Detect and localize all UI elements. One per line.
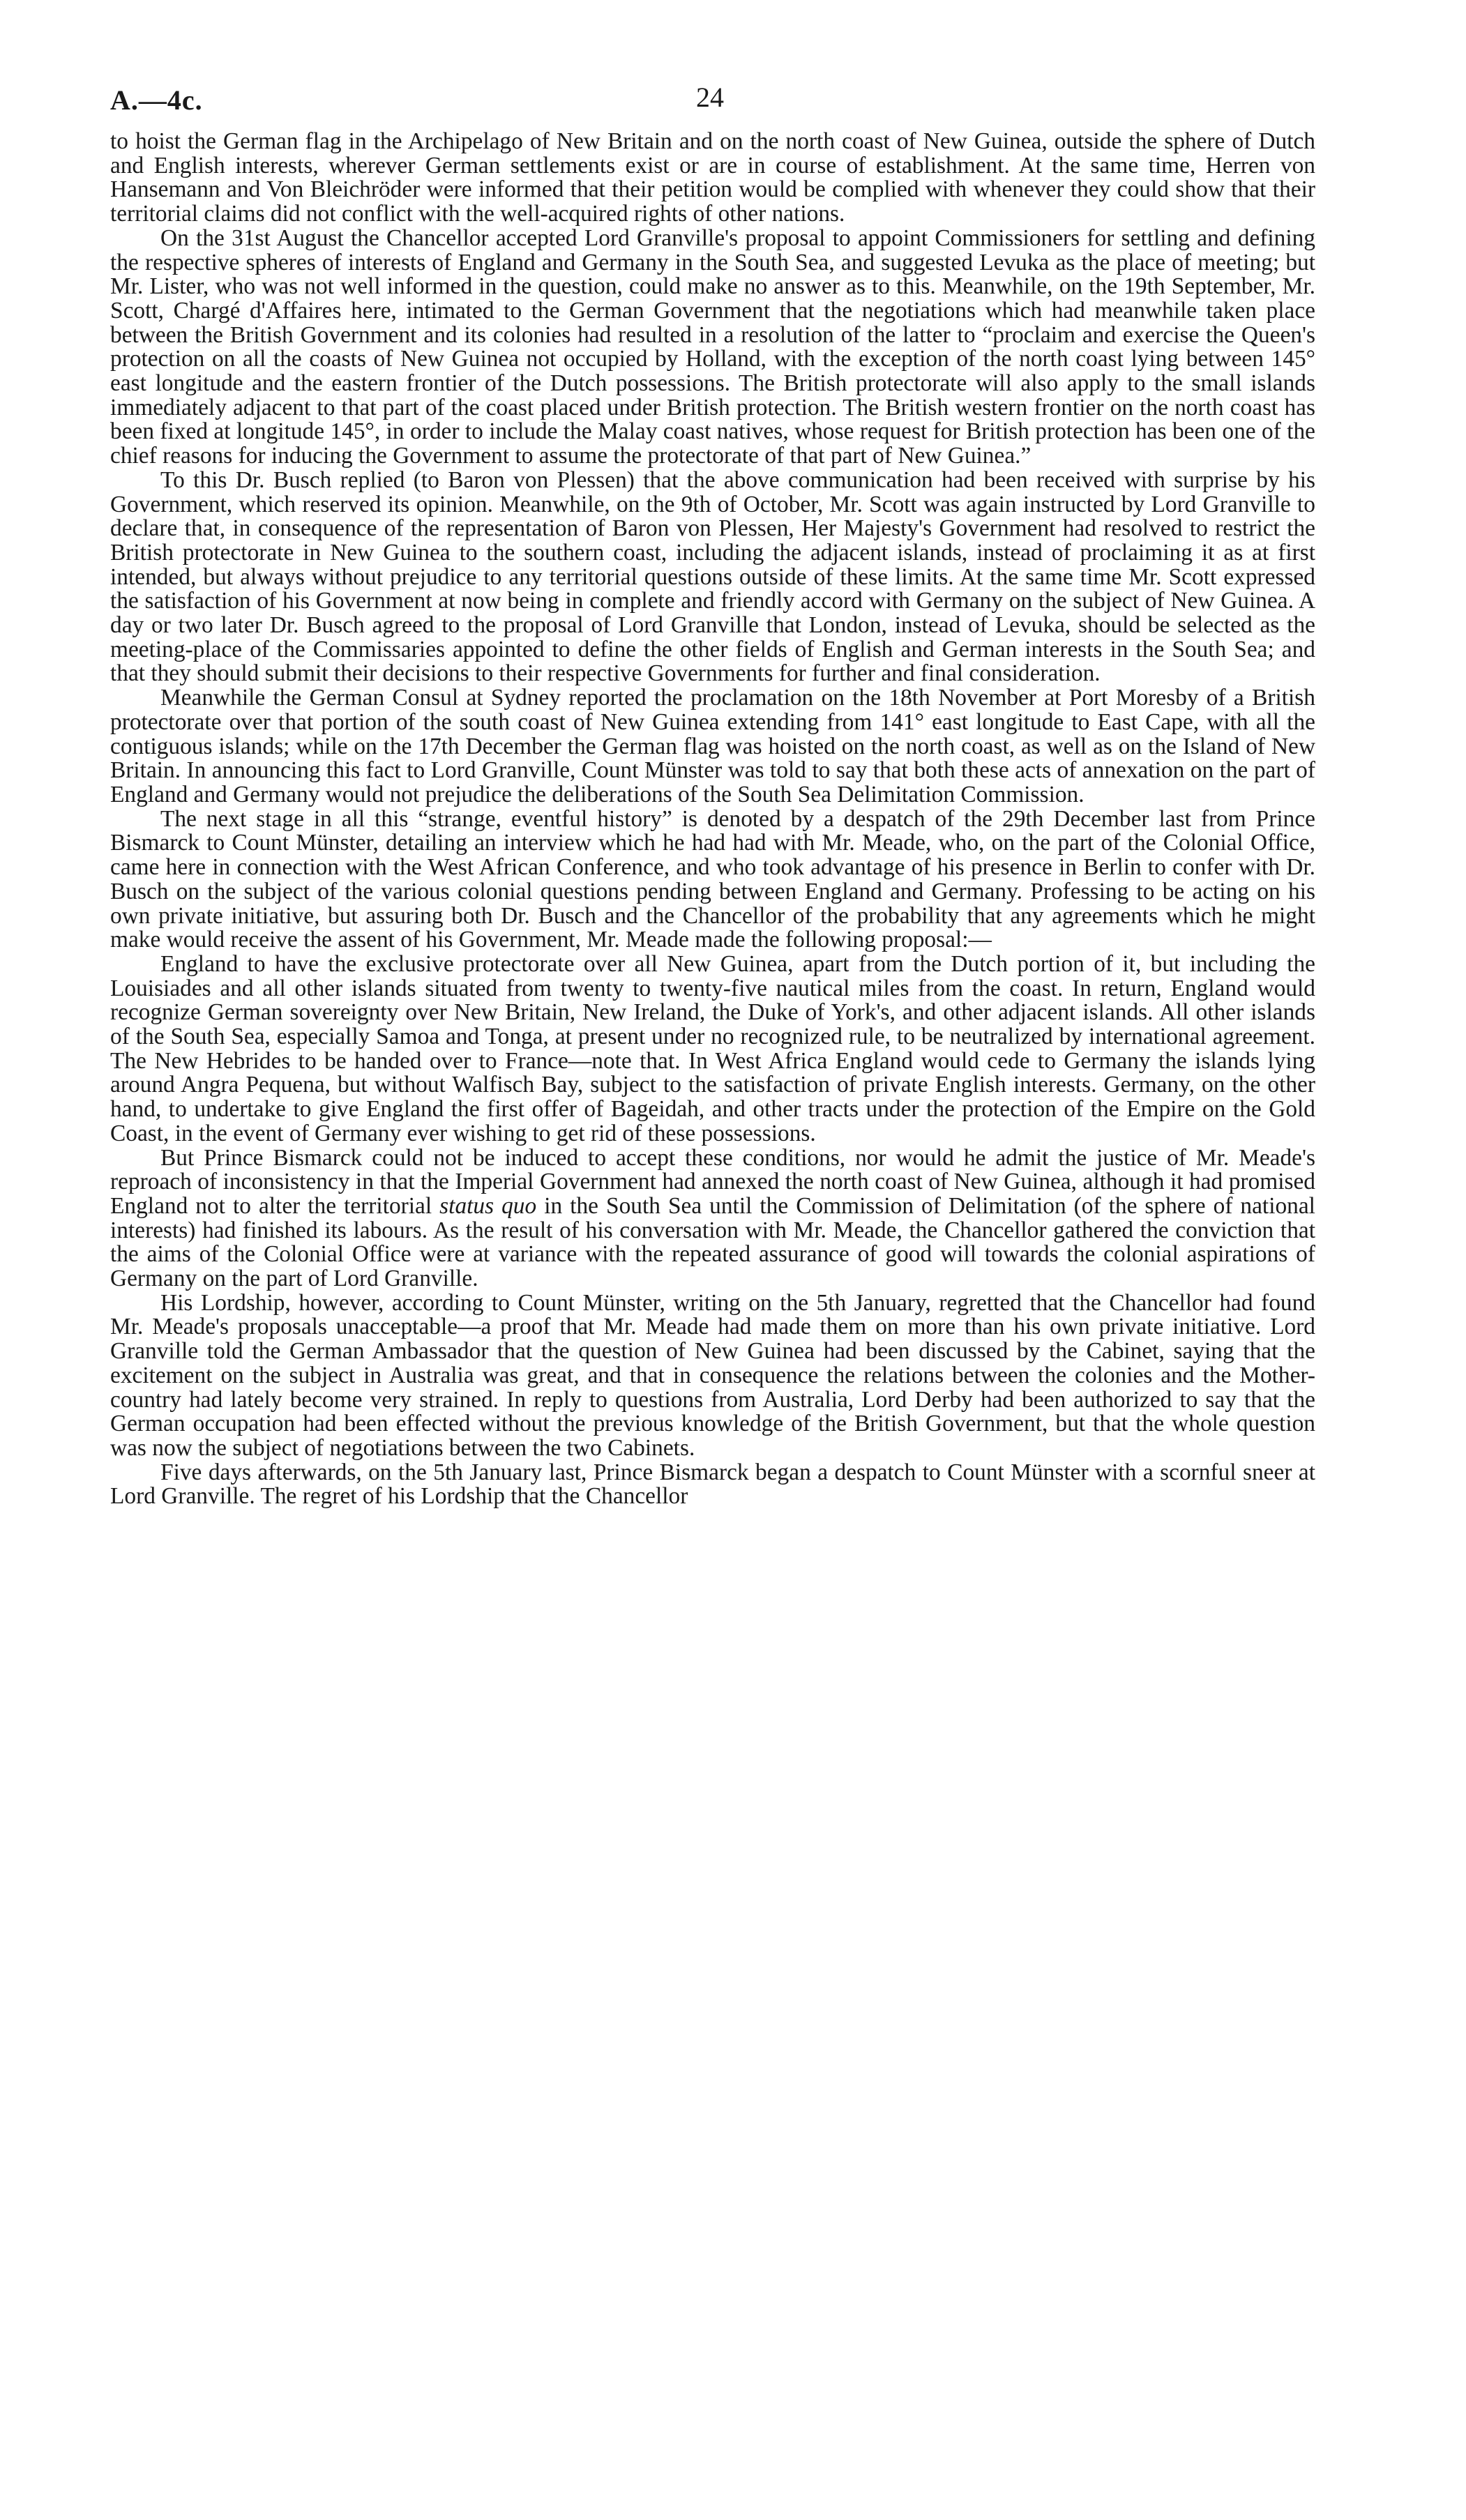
document-page: [110, 70, 1315, 1509]
paragraph: The next stage in all this “strange, eventful history” is denoted by a despatch of the 29th December last from Prince Bismarck to Count Münster, detailing an interview which he had had with Mr. Meade, who, on the part of the Colonial Office, came here in connection with the West African Conference, and who took advantage of his presence in Berlin to confer with Dr. Busch on the subject of the various colonial questions pending between England and Germany. Professing to be acting on his own private initiative, but assuring both Dr. Busch and the Chancellor of the probability that any agreements which he might make would receive the assent of his Government, Mr. Meade made the following proposal:—: [110, 805, 1315, 953]
page-header: [110, 70, 1315, 126]
paragraph: Meanwhile the German Consul at Sydney reported the proclamation on the 18th November at Port Moresby of a British protectorate over that portion of the south coast of New Guinea extending from 141° east longitude to East Cape, with all the contiguous islands; while on the 17th December the German flag was hoisted on the north coast, as well as on the Island of New Britain. In announcing this fact to Lord Granville, Count Münster was told to say that both these acts of annexation on the part of England and Germany would not prejudice the deliberations of the South Sea Delimitation Commission.: [110, 685, 1315, 807]
paragraph-text: But Prince Bismarck could not be induced to accept these conditions, nor would he admit the justice of Mr. Meade's reproach of inconsistency in that the Imperial Government had annexed the north coast of New Guinea, although it had promised England not to alter the territorial: [110, 1144, 1315, 1219]
document-body: [110, 130, 1315, 1509]
paragraph: Five days afterwards, on the 5th January last, Prince Bismarck began a despatch to Count Münster with a scornful sneer at Lord Granville. The regret of his Lordship that the Chancellor: [110, 1459, 1315, 1510]
paragraph: His Lordship, however, according to Count Münster, writing on the 5th January, regretted that the Chancellor had found Mr. Meade's proposals unacceptable—a proof that Mr. Meade had made them on more than his own private initiative. Lord Granville told the German Ambassador that the question of New Guinea had been discussed by the Cabinet, saying that the excitement on the subject in Australia was great, and that in consequence the relations between the colonies and the Mother-country had lately become very strained. In reply to questions from Australia, Lord Derby had been authorized to say that the German occupation had been effected without the previous knowledge of the British Government, but that the whole question was now the subject of negotiations between the two Cabinets.: [110, 1289, 1315, 1461]
paragraph: On the 31st August the Chancellor accepted Lord Granville's proposal to appoint Commissioners for settling and defining the respective spheres of interests of England and Germany in the South Sea, and suggested Levuka as the place of meeting; but Mr. Lister, who was not well informed in the question, could make no answer as to this. Meanwhile, on the 19th September, Mr. Scott, Chargé d'Affaires here, intimated to the German Government that the negotiations which had meanwhile taken place between the British Government and its colonies had resulted in a resolution of the latter to “proclaim and exercise the Queen's protection on all the coasts of New Guinea not occupied by Holland, with the exception of the north coast lying between 145° east longitude and the eastern frontier of the Dutch possessions. The British protectorate will also apply to the small islands immediately adjacent to that part of the coast placed under British protection. The British western frontier on the north coast has been fixed at longitude 145°, in order to include the Malay coast natives, whose request for British protection has been one of the chief reasons for inducing the Government to assume the protectorate of that part of New Guinea.”: [110, 225, 1315, 469]
italic-phrase: status quo: [439, 1192, 537, 1219]
paragraph: England to have the exclusive protectorate over all New Guinea, apart from the Dutch portion of it, but including the Louisiades and all other islands situated from twenty to twenty-five nautical miles from the coast. In return, England would recognize German sovereignty over New Britain, New Ireland, the Duke of York's, and other adjacent islands. All other islands of the South Sea, especially Samoa and Tonga, at present under no recognized rule, to be neutralized by international agreement. The New Hebrides to be handed over to France—note that. In West Africa England would cede to Germany the islands lying around Angra Pequena, but without Walfisch Bay, subject to the satisfaction of private English interests. Germany, on the other hand, to undertake to give England the first offer of Bageidah, and other tracts under the protection of the Empire on the Gold Coast, in the event of Germany ever wishing to get rid of these possessions.: [110, 950, 1315, 1146]
paragraph: To this Dr. Busch replied (to Baron von Plessen) that the above communication had been received with surprise by his Government, which reserved its opinion. Meanwhile, on the 9th of October, Mr. Scott was again instructed by Lord Granville to declare that, in consequence of the representation of Baron von Plessen, Her Majesty's Government had resolved to restrict the British protectorate in New Guinea to the southern coast, including the adjacent islands, instead of proclaiming it as at first intended, but always without prejudice to any territorial questions outside of these limits. At the same time Mr. Scott expressed the satisfaction of his Government at now being in complete and friendly accord with Germany on the subject of New Guinea. A day or two later Dr. Busch agreed to the proposal of Lord Granville that London, instead of Levuka, should be selected as the meeting-place of the Commissaries appointed to define the other fields of English and German interests in the South Sea; and that they should submit their decisions to their respective Governments for further and final consideration.: [110, 466, 1315, 687]
paragraph-text: in the South Sea until the Commission of Delimitation (of the sphere of national interests) had finished its labours. As the result of his conversation with Mr. Meade, the Chancellor gathered the conviction that the aims of the Colonial Office were at variance with the repeated assurance of good will towards the colonial aspirations of Germany on the part of Lord Granville.: [110, 1192, 1315, 1292]
paragraph: [110, 1146, 1315, 1291]
page-number: 24: [696, 82, 724, 113]
paragraph: to hoist the German flag in the Archipelago of New Britain and on the north coast of New Guinea, outside the sphere of Dutch and English interests, wherever German settlements exist or are in course of establishment. At the same time, Herren von Hansemann and Von Bleichröder were informed that their petition would be complied with whenever they could show that their territorial claims did not conflict with the well-acquired rights of other nations.: [110, 128, 1315, 227]
document-reference: A.—4c.: [110, 84, 203, 116]
